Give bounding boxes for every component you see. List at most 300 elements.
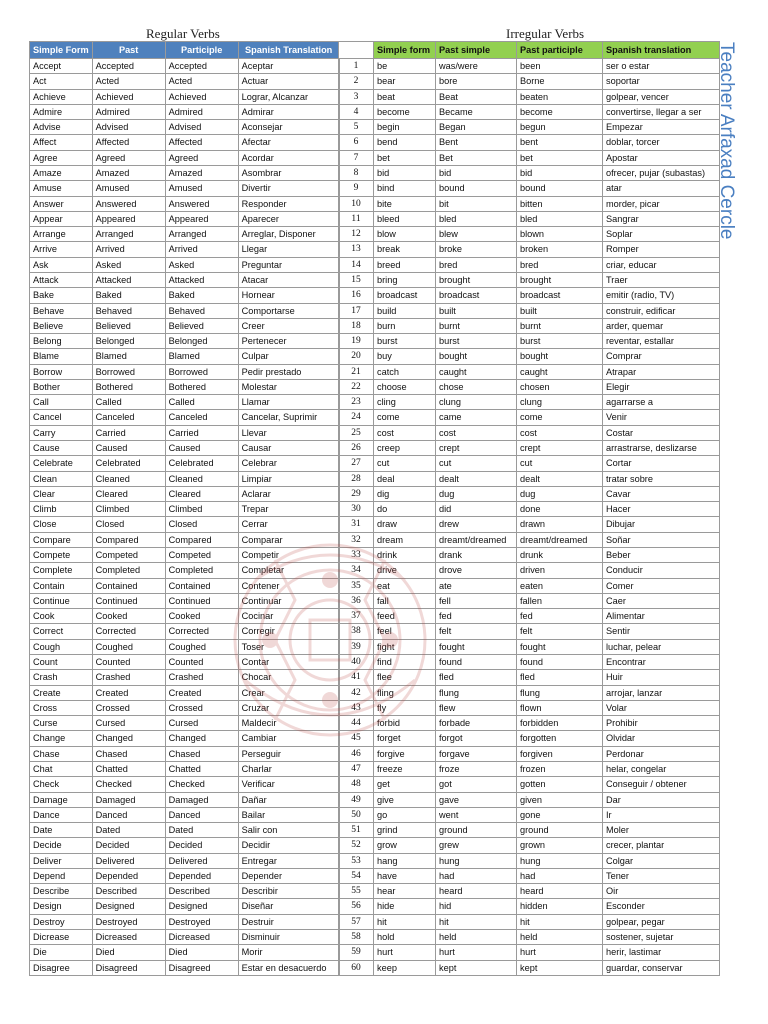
irregular-verb-row <box>339 960 720 975</box>
past-participle-cell: built <box>517 303 603 318</box>
simple-form-cell: Agree <box>30 150 93 165</box>
simple-form-cell: Attack <box>30 272 93 287</box>
spanish-translation-cell: Llegar <box>238 242 339 257</box>
past-simple-cell: broadcast <box>436 288 517 303</box>
past-simple-cell: got <box>436 777 517 792</box>
simple-form-cell: Contain <box>30 578 93 593</box>
past-simple-cell: hid <box>436 899 517 914</box>
spanish-translation-cell: Olvidar <box>603 731 720 746</box>
row-number-cell: 12 <box>339 227 374 242</box>
participle-cell: Attacked <box>165 272 238 287</box>
past-participle-cell: cost <box>517 425 603 440</box>
past-simple-cell: flung <box>436 685 517 700</box>
regular-verb-row <box>30 548 340 563</box>
regular-verbs-title: Regular Verbs <box>146 26 220 41</box>
participle-cell: Accepted <box>165 59 238 74</box>
irregular-verb-row <box>339 792 720 807</box>
row-number-cell: 28 <box>339 471 374 486</box>
spanish-translation-cell: Asombrar <box>238 165 339 180</box>
spanish-translation-cell: convertirse, llegar a ser <box>603 104 720 119</box>
past-simple-cell: caught <box>436 364 517 379</box>
spanish-translation-cell: Contener <box>238 578 339 593</box>
past-simple-cell: hurt <box>436 945 517 960</box>
spanish-translation-cell: Volar <box>603 700 720 715</box>
participle-cell: Baked <box>165 288 238 303</box>
past-simple-cell: blew <box>436 227 517 242</box>
spanish-translation-cell: Romper <box>603 242 720 257</box>
past-participle-cell: caught <box>517 364 603 379</box>
spanish-translation-cell: Describir <box>238 884 339 899</box>
irregular-verb-row <box>339 609 720 624</box>
spanish-translation-cell: Esconder <box>603 899 720 914</box>
participle-cell: Amazed <box>165 165 238 180</box>
simple-form-cell: be <box>374 59 436 74</box>
past-participle-cell: bet <box>517 150 603 165</box>
participle-cell: Coughed <box>165 639 238 654</box>
simple-form-cell: Celebrate <box>30 456 93 471</box>
participle-cell: Competed <box>165 548 238 563</box>
spanish-translation-cell: Traer <box>603 272 720 287</box>
participle-cell: Contained <box>165 578 238 593</box>
irregular-verb-row <box>339 242 720 257</box>
spanish-translation-cell: Tener <box>603 868 720 883</box>
row-number-cell: 40 <box>339 654 374 669</box>
row-number-cell: 6 <box>339 135 374 150</box>
past-cell: Crashed <box>92 670 165 685</box>
spanish-translation-cell: Salir con <box>238 823 339 838</box>
past-participle-cell: been <box>517 59 603 74</box>
spanish-translation-cell: criar, educar <box>603 257 720 272</box>
row-number-cell: 27 <box>339 456 374 471</box>
past-participle-cell: burnt <box>517 318 603 333</box>
simple-form-cell: Describe <box>30 884 93 899</box>
irregular-verb-row <box>339 364 720 379</box>
regular-verb-row <box>30 379 340 394</box>
simple-form-cell: Cough <box>30 639 93 654</box>
spanish-translation-cell: soportar <box>603 74 720 89</box>
past-simple-cell: bought <box>436 349 517 364</box>
row-number-cell: 13 <box>339 242 374 257</box>
simple-form-cell: become <box>374 104 436 119</box>
col-header-simple-form: Simple Form <box>30 42 93 59</box>
spanish-translation-cell: Aclarar <box>238 486 339 501</box>
irregular-verb-row <box>339 945 720 960</box>
past-participle-cell: bound <box>517 181 603 196</box>
past-cell: Created <box>92 685 165 700</box>
past-cell: Advised <box>92 120 165 135</box>
spanish-translation-cell: Costar <box>603 425 720 440</box>
spanish-translation-cell: Afectar <box>238 135 339 150</box>
past-simple-cell: found <box>436 654 517 669</box>
participle-cell: Amused <box>165 181 238 196</box>
participle-cell: Destroyed <box>165 914 238 929</box>
past-simple-cell: flew <box>436 700 517 715</box>
past-simple-cell: grew <box>436 838 517 853</box>
regular-verb-row <box>30 532 340 547</box>
regular-verb-row <box>30 441 340 456</box>
simple-form-cell: hang <box>374 853 436 868</box>
past-participle-cell: dug <box>517 486 603 501</box>
past-cell: Counted <box>92 654 165 669</box>
regular-verb-row <box>30 792 340 807</box>
past-cell: Bothered <box>92 379 165 394</box>
past-participle-cell: bitten <box>517 196 603 211</box>
simple-form-cell: do <box>374 502 436 517</box>
past-simple-cell: bred <box>436 257 517 272</box>
participle-cell: Blamed <box>165 349 238 364</box>
past-simple-cell: ground <box>436 823 517 838</box>
simple-form-cell: Correct <box>30 624 93 639</box>
simple-form-cell: catch <box>374 364 436 379</box>
participle-cell: Behaved <box>165 303 238 318</box>
row-number-cell: 14 <box>339 257 374 272</box>
simple-form-cell: Die <box>30 945 93 960</box>
spanish-translation-cell: crecer, plantar <box>603 838 720 853</box>
past-simple-cell: Began <box>436 120 517 135</box>
teacher-signature-text <box>715 40 745 270</box>
simple-form-cell: break <box>374 242 436 257</box>
spanish-translation-cell: Soplar <box>603 227 720 242</box>
regular-verb-row <box>30 257 340 272</box>
past-participle-cell: bled <box>517 211 603 226</box>
past-cell: Accepted <box>92 59 165 74</box>
simple-form-cell: grow <box>374 838 436 853</box>
simple-form-cell: Ask <box>30 257 93 272</box>
participle-cell: Achieved <box>165 89 238 104</box>
simple-form-cell: fling <box>374 685 436 700</box>
participle-cell: Climbed <box>165 502 238 517</box>
regular-verb-row <box>30 884 340 899</box>
participle-cell: Dicreased <box>165 930 238 945</box>
past-participle-cell: hung <box>517 853 603 868</box>
past-cell: Amazed <box>92 165 165 180</box>
simple-form-cell: fall <box>374 593 436 608</box>
regular-verb-row <box>30 74 340 89</box>
past-cell: Checked <box>92 777 165 792</box>
irregular-verb-row <box>339 456 720 471</box>
regular-verb-row <box>30 746 340 761</box>
participle-cell: Cooked <box>165 609 238 624</box>
past-participle-cell: Borne <box>517 74 603 89</box>
irregular-verb-row <box>339 761 720 776</box>
regular-verb-row <box>30 761 340 776</box>
past-participle-cell: chosen <box>517 379 603 394</box>
simple-form-cell: Climb <box>30 502 93 517</box>
participle-cell: Answered <box>165 196 238 211</box>
row-number-cell: 60 <box>339 960 374 975</box>
past-cell: Destroyed <box>92 914 165 929</box>
irregular-verb-row <box>339 700 720 715</box>
row-number-cell: 45 <box>339 731 374 746</box>
regular-verb-row <box>30 150 340 165</box>
irregular-verb-row <box>339 288 720 303</box>
past-participle-cell: crept <box>517 441 603 456</box>
row-number-cell: 42 <box>339 685 374 700</box>
participle-cell: Believed <box>165 318 238 333</box>
row-number-cell: 56 <box>339 899 374 914</box>
past-cell: Arrived <box>92 242 165 257</box>
past-participle-cell: bought <box>517 349 603 364</box>
past-simple-cell: forgave <box>436 746 517 761</box>
past-simple-cell: burst <box>436 334 517 349</box>
simple-form-cell: bring <box>374 272 436 287</box>
simple-form-cell: Dicrease <box>30 930 93 945</box>
spanish-translation-cell: construir, edificar <box>603 303 720 318</box>
past-participle-cell: had <box>517 868 603 883</box>
row-number-cell: 41 <box>339 670 374 685</box>
spanish-translation-cell: Divertir <box>238 181 339 196</box>
irregular-verb-row <box>339 441 720 456</box>
past-participle-cell: found <box>517 654 603 669</box>
simple-form-cell: drive <box>374 563 436 578</box>
past-simple-cell: drank <box>436 548 517 563</box>
spanish-translation-cell: Llevar <box>238 425 339 440</box>
past-participle-cell: dealt <box>517 471 603 486</box>
irregular-verb-row <box>339 578 720 593</box>
simple-form-cell: Blame <box>30 349 93 364</box>
simple-form-cell: Cross <box>30 700 93 715</box>
past-cell: Affected <box>92 135 165 150</box>
past-cell: Decided <box>92 838 165 853</box>
regular-verb-row <box>30 211 340 226</box>
past-participle-cell: broken <box>517 242 603 257</box>
row-number-cell: 32 <box>339 532 374 547</box>
past-cell: Died <box>92 945 165 960</box>
regular-verb-row <box>30 914 340 929</box>
past-simple-cell: chose <box>436 379 517 394</box>
row-number-cell: 37 <box>339 609 374 624</box>
participle-cell: Designed <box>165 899 238 914</box>
irregular-verb-row <box>339 471 720 486</box>
regular-verb-row <box>30 410 340 425</box>
simple-form-cell: Create <box>30 685 93 700</box>
spanish-translation-cell: Cambiar <box>238 731 339 746</box>
regular-verb-row <box>30 318 340 333</box>
irregular-verb-row <box>339 425 720 440</box>
past-cell: Canceled <box>92 410 165 425</box>
spanish-translation-cell: Apostar <box>603 150 720 165</box>
spanish-translation-cell: Pertenecer <box>238 334 339 349</box>
participle-cell: Completed <box>165 563 238 578</box>
past-participle-cell: bid <box>517 165 603 180</box>
simple-form-cell: hear <box>374 884 436 899</box>
simple-form-cell: burn <box>374 318 436 333</box>
regular-verb-row <box>30 624 340 639</box>
regular-verb-row <box>30 120 340 135</box>
spanish-translation-cell: Dibujar <box>603 517 720 532</box>
row-number-cell: 54 <box>339 868 374 883</box>
past-cell: Believed <box>92 318 165 333</box>
spanish-translation-cell: emitir (radio, TV) <box>603 288 720 303</box>
irregular-verb-row <box>339 59 720 74</box>
spanish-translation-cell: Cocinar <box>238 609 339 624</box>
simple-form-cell: creep <box>374 441 436 456</box>
simple-form-cell: grind <box>374 823 436 838</box>
past-cell: Dicreased <box>92 930 165 945</box>
irregular-verb-row <box>339 899 720 914</box>
simple-form-cell: dream <box>374 532 436 547</box>
irregular-verb-row <box>339 716 720 731</box>
irregular-verb-row <box>339 930 720 945</box>
regular-header-row <box>30 42 340 59</box>
spanish-translation-cell: guardar, conservar <box>603 960 720 975</box>
past-simple-cell: Beat <box>436 89 517 104</box>
regular-verb-row <box>30 59 340 74</box>
simple-form-cell: Advise <box>30 120 93 135</box>
col-header-participle: Participle <box>165 42 238 59</box>
simple-form-cell: buy <box>374 349 436 364</box>
simple-form-cell: bear <box>374 74 436 89</box>
spanish-translation-cell: Cortar <box>603 456 720 471</box>
past-participle-cell: ground <box>517 823 603 838</box>
spanish-translation-cell: Cavar <box>603 486 720 501</box>
spanish-translation-cell: golpear, vencer <box>603 89 720 104</box>
spanish-translation-cell: Celebrar <box>238 456 339 471</box>
past-simple-cell: came <box>436 410 517 425</box>
row-number-cell: 8 <box>339 165 374 180</box>
row-number-cell: 30 <box>339 502 374 517</box>
past-participle-cell: blown <box>517 227 603 242</box>
past-cell: Damaged <box>92 792 165 807</box>
past-cell: Competed <box>92 548 165 563</box>
spanish-translation-cell: Cerrar <box>238 517 339 532</box>
participle-cell: Chatted <box>165 761 238 776</box>
participle-cell: Danced <box>165 807 238 822</box>
spanish-translation-cell: Morir <box>238 945 339 960</box>
spanish-translation-cell: tratar sobre <box>603 471 720 486</box>
regular-verb-row <box>30 364 340 379</box>
past-simple-cell: clung <box>436 395 517 410</box>
row-number-cell: 49 <box>339 792 374 807</box>
past-simple-cell: dug <box>436 486 517 501</box>
spanish-translation-cell: Bailar <box>238 807 339 822</box>
participle-cell: Crashed <box>165 670 238 685</box>
past-cell: Arranged <box>92 227 165 242</box>
spanish-translation-cell: Preguntar <box>238 257 339 272</box>
past-participle-cell: fought <box>517 639 603 654</box>
simple-form-cell: Count <box>30 654 93 669</box>
past-cell: Designed <box>92 899 165 914</box>
col-header-past-simple: Past simple <box>436 42 517 59</box>
participle-cell: Cursed <box>165 716 238 731</box>
row-number-cell: 55 <box>339 884 374 899</box>
spanish-translation-cell: Depender <box>238 868 339 883</box>
simple-form-cell: Destroy <box>30 914 93 929</box>
row-number-cell: 34 <box>339 563 374 578</box>
irregular-verb-row <box>339 685 720 700</box>
spanish-translation-cell: Causar <box>238 441 339 456</box>
regular-verb-row <box>30 899 340 914</box>
simple-form-cell: beat <box>374 89 436 104</box>
past-participle-cell: hidden <box>517 899 603 914</box>
past-participle-cell: given <box>517 792 603 807</box>
regular-verb-row <box>30 838 340 853</box>
regular-verb-row <box>30 89 340 104</box>
irregular-verb-row <box>339 593 720 608</box>
row-number-cell: 39 <box>339 639 374 654</box>
simple-form-cell: Crash <box>30 670 93 685</box>
participle-cell: Checked <box>165 777 238 792</box>
spanish-translation-cell: arrastrarse, deslizarse <box>603 441 720 456</box>
irregular-verb-row <box>339 853 720 868</box>
irregular-verb-row <box>339 89 720 104</box>
spanish-translation-cell: Atacar <box>238 272 339 287</box>
simple-form-cell: Cancel <box>30 410 93 425</box>
simple-form-cell: Continue <box>30 593 93 608</box>
simple-form-cell: choose <box>374 379 436 394</box>
past-simple-cell: had <box>436 868 517 883</box>
participle-cell: Called <box>165 395 238 410</box>
simple-form-cell: Decide <box>30 838 93 853</box>
simple-form-cell: broadcast <box>374 288 436 303</box>
irregular-verb-row <box>339 104 720 119</box>
simple-form-cell: Disagree <box>30 960 93 975</box>
simple-form-cell: Arrive <box>30 242 93 257</box>
past-participle-cell: grown <box>517 838 603 853</box>
row-number-cell: 38 <box>339 624 374 639</box>
past-simple-cell: broke <box>436 242 517 257</box>
regular-verb-row <box>30 777 340 792</box>
participle-cell: Acted <box>165 74 238 89</box>
past-participle-cell: come <box>517 410 603 425</box>
irregular-verb-row <box>339 165 720 180</box>
spanish-translation-cell: Soñar <box>603 532 720 547</box>
past-cell: Acted <box>92 74 165 89</box>
irregular-verb-row <box>339 639 720 654</box>
simple-form-cell: Chat <box>30 761 93 776</box>
simple-form-cell: find <box>374 654 436 669</box>
past-participle-cell: bent <box>517 135 603 150</box>
col-header-spanish-translation: Spanish translation <box>603 42 720 59</box>
participle-cell: Closed <box>165 517 238 532</box>
row-number-cell: 43 <box>339 700 374 715</box>
spanish-translation-cell: Ir <box>603 807 720 822</box>
irregular-verb-row <box>339 517 720 532</box>
regular-verb-row <box>30 654 340 669</box>
regular-verb-row <box>30 563 340 578</box>
simple-form-cell: forbid <box>374 716 436 731</box>
col-header-past-participle: Past participle <box>517 42 603 59</box>
past-cell: Changed <box>92 731 165 746</box>
spanish-translation-cell: Hacer <box>603 502 720 517</box>
past-simple-cell: Bet <box>436 150 517 165</box>
spanish-translation-cell: sostener, sujetar <box>603 930 720 945</box>
past-participle-cell: broadcast <box>517 288 603 303</box>
regular-verb-row <box>30 288 340 303</box>
past-simple-cell: felt <box>436 624 517 639</box>
past-participle-cell: forbidden <box>517 716 603 731</box>
regular-verb-row <box>30 165 340 180</box>
past-simple-cell: was/were <box>436 59 517 74</box>
past-participle-cell: beaten <box>517 89 603 104</box>
row-number-cell: 5 <box>339 120 374 135</box>
irregular-verb-row <box>339 181 720 196</box>
row-number-cell: 46 <box>339 746 374 761</box>
simple-form-cell: Belong <box>30 334 93 349</box>
irregular-verb-row <box>339 823 720 838</box>
past-cell: Caused <box>92 441 165 456</box>
simple-form-cell: feel <box>374 624 436 639</box>
regular-verb-row <box>30 303 340 318</box>
past-participle-cell: forgotten <box>517 731 603 746</box>
spanish-translation-cell: golpear, pegar <box>603 914 720 929</box>
participle-cell: Admired <box>165 104 238 119</box>
simple-form-cell: Deliver <box>30 853 93 868</box>
row-number-cell: 11 <box>339 211 374 226</box>
participle-cell: Asked <box>165 257 238 272</box>
past-participle-cell: flown <box>517 700 603 715</box>
spanish-translation-cell: Conseguir / obtener <box>603 777 720 792</box>
